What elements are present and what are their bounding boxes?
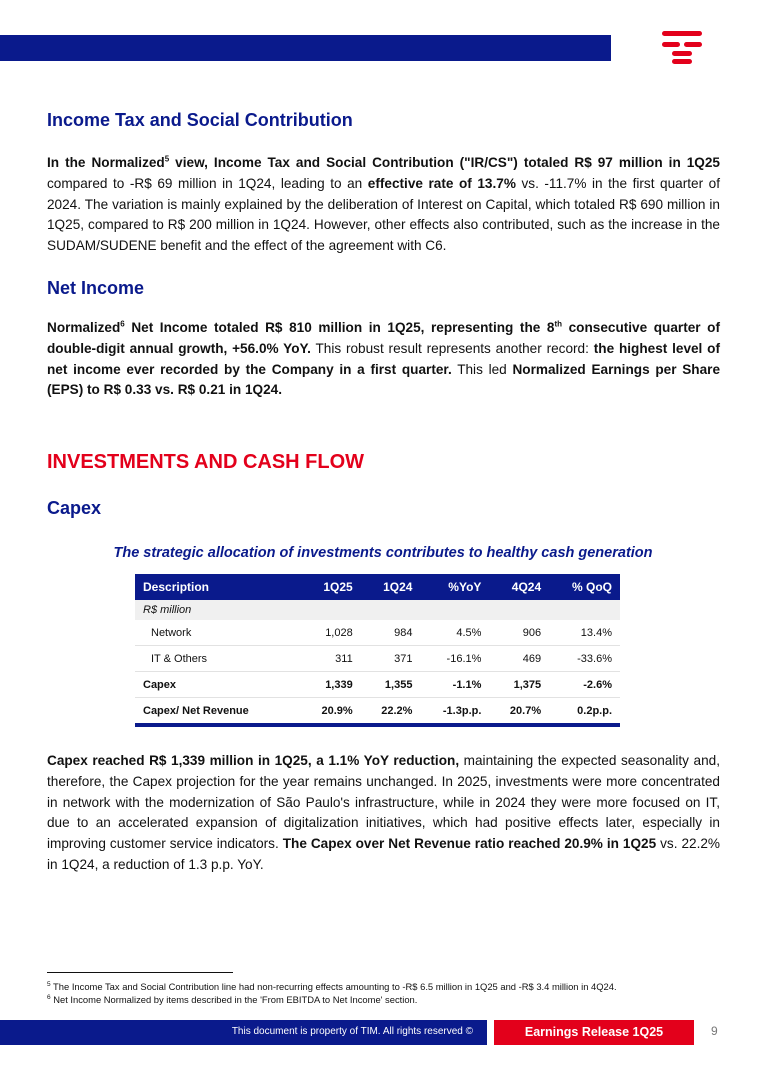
cell: 20.9% (301, 698, 361, 726)
unit-label: R$ million (135, 600, 620, 620)
footnote-6: $^6$ Net Income Normalized by items described in the 'From EBITDA to Net Income' section. (47, 993, 418, 1005)
capex-title: Capex (47, 498, 102, 518)
footnote-divider (47, 972, 233, 973)
footnote-5: $^5$ The Income Tax and Social Contribution line had non-recurring effects amounting to -R$ 6.5 million in 1Q25 and -R$ 3.4 million in 4Q24. (47, 980, 617, 992)
col-header: 1Q24 (361, 574, 421, 600)
row-label: Network (135, 620, 301, 646)
col-header: % QoQ (549, 574, 620, 600)
cell: 0.2p.p. (549, 698, 620, 726)
section-title: INVESTMENTS AND CASH FLOW (47, 451, 365, 473)
col-header: Description (135, 574, 301, 600)
cell: 1,375 (489, 672, 549, 698)
cell: 13.4% (549, 620, 620, 646)
cell: -1.3p.p. (420, 698, 489, 726)
col-header: 4Q24 (489, 574, 549, 600)
capex-paragraph: Capex reached R$ 1,339 million in 1Q25, a 1.1% YoY reduction, maintaining the expected seasonality and, therefore, the Capex projection for the year remains unchanged. In 2025, investments were more concentrated in network with the modernization of São Paulo's infrastructure, while in 2024 they were more focused on IT, due to an accelerated expansion of digitalization initiatives, which had positive effects later, especially in improving customer service indicators. The Capex over Net Revenue ratio reached 20.9% in 1Q25 vs. 22.2% in 1Q24, a reduction of 1.3 p.p. YoY. (47, 753, 721, 872)
cell: 906 (489, 620, 549, 646)
row-label: IT & Others (135, 646, 301, 672)
table-caption: The strategic allocation of investments contributes to healthy cash generation (113, 545, 653, 561)
cell: 469 (489, 646, 549, 672)
income-tax-title: Income Tax and Social Contribution (47, 110, 353, 130)
tim-logo-icon (660, 29, 704, 65)
cell: -16.1% (420, 646, 489, 672)
col-header: %YoY (420, 574, 489, 600)
cell: -1.1% (420, 672, 489, 698)
cell: 22.2% (361, 698, 421, 726)
cell: -33.6% (549, 646, 620, 672)
earnings-release-label: Earnings Release 1Q25 (494, 1020, 694, 1045)
capex-table (135, 574, 620, 727)
net-income-paragraph: Normalized$^6$ Net Income totaled R$ 810 million in 1Q25, representing the 8th consecutive quarter of double-digit annual growth, +56.0% YoY. This robust result represents another record: the highest level of net income ever recorded by the Company in a first quarter. This led Normalized Earnings per Share (EPS) to R$ 0.33 vs. R$ 0.21 in 1Q24. (47, 319, 721, 398)
footer-bar (0, 1020, 487, 1045)
income-tax-paragraph: In the Normalized$^5$ view, Income Tax and Social Contribution ("IR/CS") totaled R$ 97 million in 1Q25 compared to -R$ 69 million in 1Q24, leading to an effective rate of 13.7% vs. -11.7% in the first quarter of 2024. The variation is mainly explained by the deliberation of Interest on Capital, which totaled R$ 690 million in 1Q25, compared to R$ 200 million in 1Q24. However, other effects also contributed, such as the increase in the SUDAM/SUDENE benefit and the effect of the agreement with C6. (47, 154, 721, 254)
col-header: 1Q25 (301, 574, 361, 600)
cell: -2.6% (549, 672, 620, 698)
cell: 4.5% (420, 620, 489, 646)
cell: 1,028 (301, 620, 361, 646)
cell: 311 (301, 646, 361, 672)
footnotes (47, 980, 617, 1006)
cell: 1,355 (361, 672, 421, 698)
cell: 371 (361, 646, 421, 672)
table-row (135, 620, 620, 646)
table-row (135, 646, 620, 672)
row-label: Capex (135, 672, 301, 698)
cell: 20.7% (489, 698, 549, 726)
header-bar (0, 35, 611, 61)
row-label: Capex/ Net Revenue (135, 698, 301, 726)
copyright-notice: This document is property of TIM. All rights reserved © (231, 1026, 473, 1037)
cell: 984 (361, 620, 421, 646)
cell: 1,339 (301, 672, 361, 698)
table-unit-row (135, 600, 620, 620)
table-header-row (135, 574, 620, 600)
table-row (135, 698, 620, 726)
table-row (135, 672, 620, 698)
page-number: 9 (711, 1024, 718, 1038)
net-income-title: Net Income (47, 278, 145, 298)
